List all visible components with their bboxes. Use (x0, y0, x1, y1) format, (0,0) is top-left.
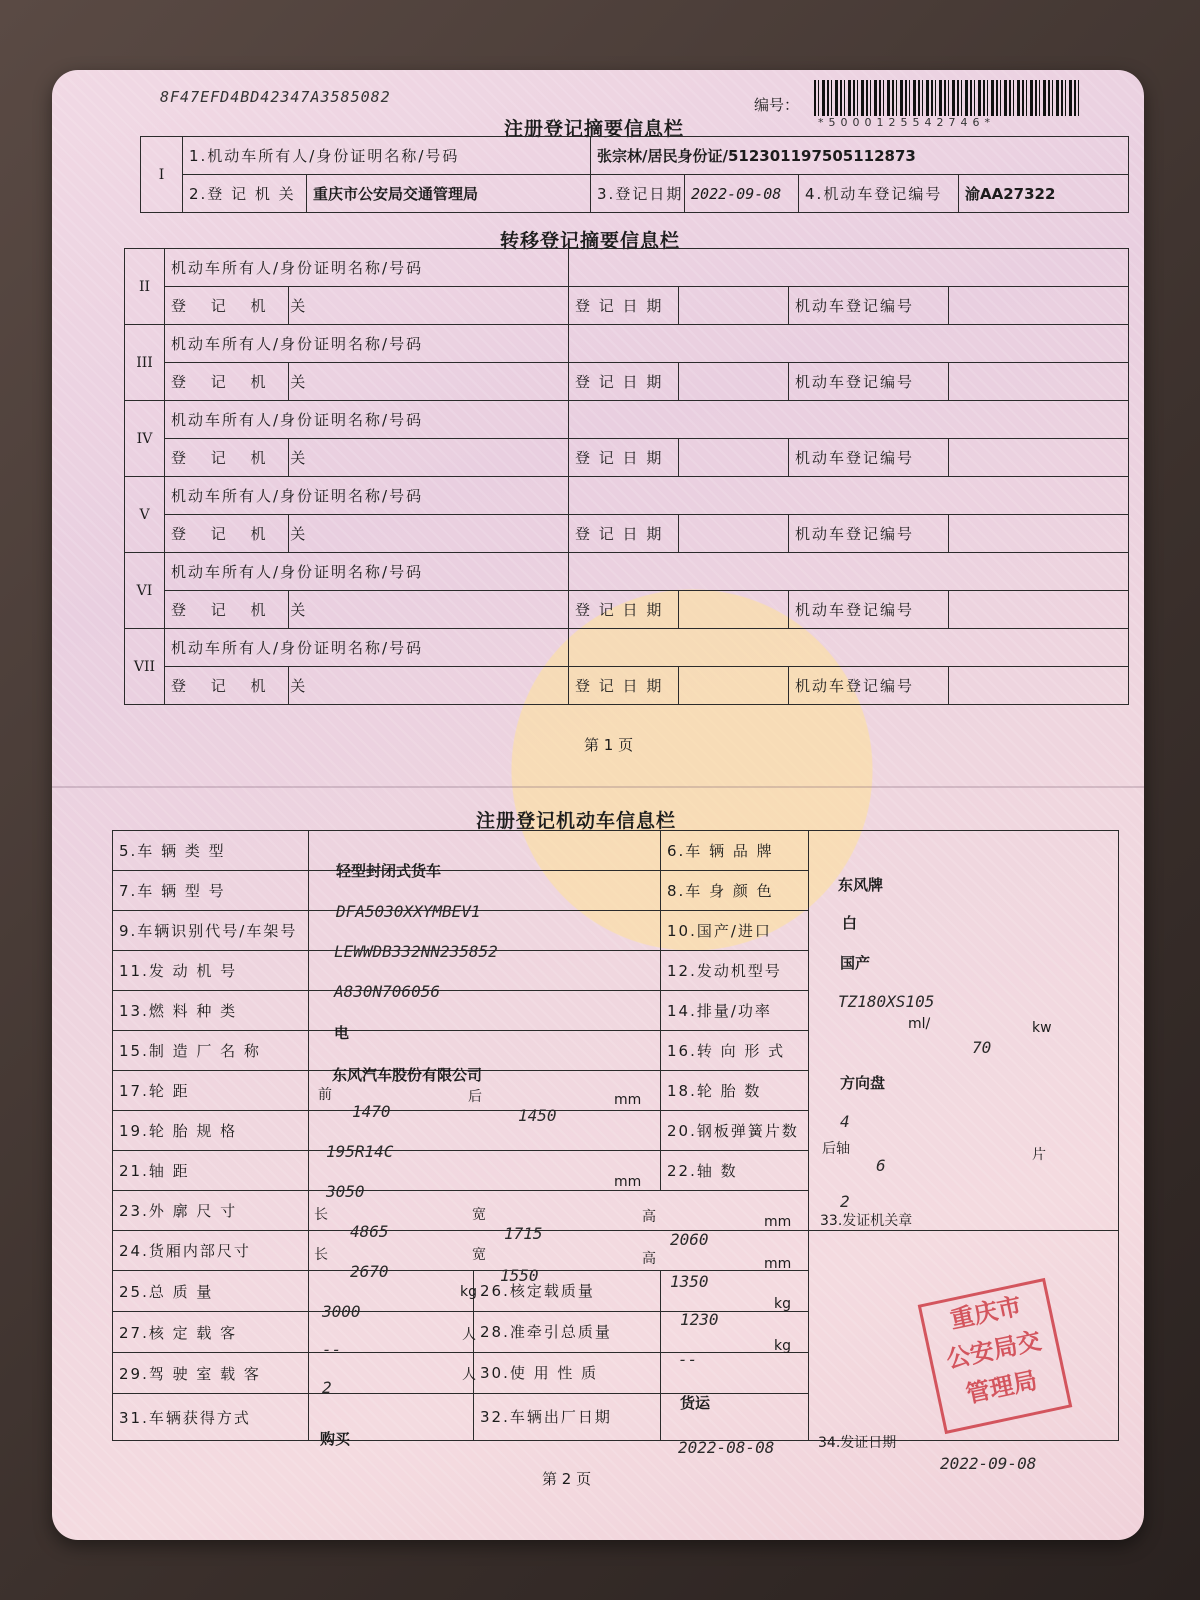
vehicle-info-title: 注册登记机动车信息栏 (476, 810, 677, 832)
label-31: 31.车辆获得方式 (113, 1394, 309, 1441)
unit-kg: kg (460, 1284, 477, 1300)
label-5: 5.车 辆 类 型 (113, 831, 309, 871)
regno-value (949, 591, 1129, 629)
value-32: 2022-08-08 (678, 1438, 775, 1457)
label-8: 8.车 身 颜 色 (661, 871, 809, 911)
label-14: 14.排量/功率 (661, 991, 809, 1031)
owner-value (569, 401, 1129, 439)
value-29: -- (322, 1340, 342, 1359)
owner-value: 张宗林/居民身份证/512301197505112873 (591, 137, 1129, 175)
value-9: LEWWDB332NN235852 (334, 942, 498, 961)
value-5: 轻型封闭式货车 (336, 862, 442, 880)
value-17-rear-label: 后 (468, 1089, 482, 1105)
owner-label: 机动车所有人/身份证明名称/号码 (165, 401, 569, 439)
value-23-width: 1715 (504, 1224, 543, 1243)
value-17-rear: 1450 (518, 1106, 557, 1125)
label-20: 20.钢板弹簧片数 (661, 1111, 809, 1151)
authority-label: 登 记 机 关 (165, 515, 289, 553)
roman-numeral: VII (125, 629, 165, 705)
width-label: 宽 (472, 1207, 486, 1223)
registration-certificate (52, 70, 1144, 1540)
value-28: -- (678, 1350, 698, 1369)
label-26: 26.核定载质量 (473, 1271, 660, 1311)
date-value (679, 287, 789, 325)
owner-label: 机动车所有人/身份证明名称/号码 (165, 477, 569, 515)
value-20-label: 后轴 (822, 1141, 850, 1157)
authority-label: 登 记 机 关 (165, 667, 289, 705)
authority-label: 登 记 机 关 (165, 287, 289, 325)
owner-label: 1.机动车所有人/身份证明名称/号码 (183, 137, 591, 175)
label-6: 6.车 辆 品 牌 (661, 831, 809, 871)
regno-label: 机动车登记编号 (789, 667, 949, 705)
value-14-kw: kw (1032, 1020, 1052, 1036)
authority-value: 重庆市公安局交通管理局 (307, 175, 591, 213)
label-9: 9.车辆识别代号/车架号 (113, 911, 309, 951)
page-2-label: 第 2 页 (542, 1470, 592, 1488)
date-value (679, 667, 789, 705)
value-14-ml: ml/ (908, 1016, 931, 1032)
value-12: TZ180XS105 (838, 992, 935, 1011)
label-11: 11.发 动 机 号 (113, 951, 309, 991)
value-18: 4 (840, 1112, 850, 1131)
date-value (679, 515, 789, 553)
label-12: 12.发动机型号 (661, 951, 809, 991)
roman-numeral: I (141, 137, 183, 213)
value-17-front: 1470 (352, 1102, 391, 1121)
regno-value (949, 363, 1129, 401)
transfer-summary-table (124, 248, 1129, 705)
page-1-label: 第 1 页 (584, 736, 634, 754)
unit-mm: mm (614, 1174, 642, 1190)
value-17-front-label: 前 (318, 1087, 332, 1103)
date-label: 登 记 日 期 (569, 287, 679, 325)
date-label: 登 记 日 期 (569, 667, 679, 705)
label-13: 13.燃 料 种 类 (113, 991, 309, 1031)
height-label: 高 (642, 1251, 656, 1267)
authority-label: 登 记 机 关 (165, 363, 289, 401)
label-33: 33.发证机关章 (820, 1213, 913, 1229)
label-25: 25.总 质 量 (113, 1271, 309, 1312)
value-31: 购买 (320, 1430, 351, 1448)
value-20: 6 (876, 1156, 886, 1175)
owner-value (569, 553, 1129, 591)
value-15: 东风汽车股份有限公司 (332, 1066, 483, 1084)
label-16: 16.转 向 形 式 (661, 1031, 809, 1071)
owner-label: 机动车所有人/身份证明名称/号码 (165, 629, 569, 667)
authority-value (289, 591, 569, 629)
authority-label: 登 记 机 关 (165, 591, 289, 629)
date-label: 3.登记日期 (591, 175, 685, 213)
label-21: 21.轴 距 (113, 1151, 309, 1191)
unit-mm: mm (764, 1214, 792, 1230)
regno-label: 机动车登记编号 (789, 363, 949, 401)
regno-label: 机动车登记编号 (789, 591, 949, 629)
serial-number: 8F47EFD4BD42347A3585082 (160, 88, 391, 106)
transfer-summary-title: 转移登记摘要信息栏 (500, 230, 681, 252)
label-10: 10.国产/进口 (661, 911, 809, 951)
owner-value (569, 477, 1129, 515)
official-seal: 重庆市 公安局交 管理局 (918, 1278, 1073, 1434)
regno-value (949, 667, 1129, 705)
date-value (679, 363, 789, 401)
value-26: 1230 (680, 1310, 719, 1329)
value-21: 3050 (326, 1182, 365, 1201)
value-14-power: 70 (972, 1038, 992, 1057)
registration-summary-table (140, 136, 1129, 213)
owner-value (569, 249, 1129, 287)
barcode (814, 80, 1082, 116)
unit-person: 人 (462, 1327, 476, 1343)
label-19: 19.轮 胎 规 格 (113, 1111, 309, 1151)
label-34: 34.发证日期 (818, 1435, 897, 1451)
regno-label: 4.机动车登记编号 (799, 175, 959, 213)
label-17: 17.轮 距 (113, 1071, 309, 1111)
date-label: 登 记 日 期 (569, 439, 679, 477)
page-fold (52, 786, 1144, 788)
owner-value (569, 325, 1129, 363)
label-27: 27.核 定 载 客 (113, 1312, 309, 1353)
authority-value (289, 667, 569, 705)
value-7: DFA5030XXYMBEV1 (336, 902, 481, 921)
owner-value (569, 629, 1129, 667)
value-34: 2022-09-08 (940, 1454, 1037, 1473)
regno-value (949, 515, 1129, 553)
roman-numeral: IV (125, 401, 165, 477)
label-24: 24.货厢内部尺寸 (113, 1231, 309, 1271)
unit-kg: kg (774, 1338, 791, 1354)
value-19: 195R14C (326, 1142, 394, 1161)
value-23-height: 2060 (670, 1230, 709, 1249)
roman-numeral: III (125, 325, 165, 401)
label-32: 32.车辆出厂日期 (473, 1394, 660, 1440)
registration-summary-title: 注册登记摘要信息栏 (504, 118, 685, 140)
value-10: 国产 (840, 954, 871, 972)
number-label: 编号： (754, 96, 800, 114)
value-6: 东风牌 (838, 876, 884, 894)
roman-numeral: II (125, 249, 165, 325)
label-28: 28.准牵引总质量 (473, 1312, 660, 1352)
value-25: 3000 (322, 1302, 361, 1321)
date-value: 2022-09-08 (685, 175, 799, 213)
height-label: 高 (642, 1209, 656, 1225)
value-16: 方向盘 (840, 1074, 886, 1092)
label-22: 22.轴 数 (661, 1151, 809, 1191)
value-8: 白 (842, 914, 858, 932)
label-7: 7.车 辆 型 号 (113, 871, 309, 911)
date-label: 登 记 日 期 (569, 363, 679, 401)
value-24-length: 2670 (350, 1262, 389, 1281)
length-label: 长 (314, 1247, 328, 1263)
owner-label: 机动车所有人/身份证明名称/号码 (165, 325, 569, 363)
width-label: 宽 (472, 1247, 486, 1263)
regno-value (949, 439, 1129, 477)
value-24-height: 1350 (670, 1272, 709, 1291)
value-27: 2 (322, 1378, 332, 1397)
label-18: 18.轮 胎 数 (661, 1071, 809, 1111)
unit-mm: mm (764, 1256, 792, 1272)
regno-label: 机动车登记编号 (789, 515, 949, 553)
value-11: A830N706056 (334, 982, 440, 1001)
value-23-length: 4865 (350, 1222, 389, 1241)
unit-kg: kg (774, 1296, 791, 1312)
date-label: 登 记 日 期 (569, 515, 679, 553)
date-value (679, 591, 789, 629)
roman-numeral: V (125, 477, 165, 553)
value-20-unit: 片 (1032, 1147, 1046, 1163)
authority-value (289, 287, 569, 325)
regno-label: 机动车登记编号 (789, 439, 949, 477)
authority-label: 登 记 机 关 (165, 439, 289, 477)
date-value (679, 439, 789, 477)
regno-value: 渝AA27322 (959, 175, 1129, 213)
label-30: 30.使 用 性 质 (473, 1353, 660, 1393)
authority-value (289, 515, 569, 553)
value-30: 货运 (680, 1394, 711, 1412)
regno-value (949, 287, 1129, 325)
label-23: 23.外 廓 尺 寸 (113, 1191, 309, 1231)
regno-label: 机动车登记编号 (789, 287, 949, 325)
authority-value (289, 363, 569, 401)
unit-mm: mm (614, 1092, 642, 1108)
authority-label: 2.登 记 机 关 (183, 175, 307, 213)
barcode-number: *5000125542746* (818, 116, 995, 129)
unit-person: 人 (462, 1367, 476, 1383)
value-24-width: 1550 (500, 1266, 539, 1285)
roman-numeral: VI (125, 553, 165, 629)
label-29: 29.驾 驶 室 载 客 (113, 1353, 309, 1394)
value-22: 2 (840, 1192, 850, 1211)
owner-label: 机动车所有人/身份证明名称/号码 (165, 249, 569, 287)
date-label: 登 记 日 期 (569, 591, 679, 629)
length-label: 长 (314, 1207, 328, 1223)
label-15: 15.制 造 厂 名 称 (113, 1031, 309, 1071)
value-13: 电 (334, 1024, 350, 1042)
authority-value (289, 439, 569, 477)
owner-label: 机动车所有人/身份证明名称/号码 (165, 553, 569, 591)
